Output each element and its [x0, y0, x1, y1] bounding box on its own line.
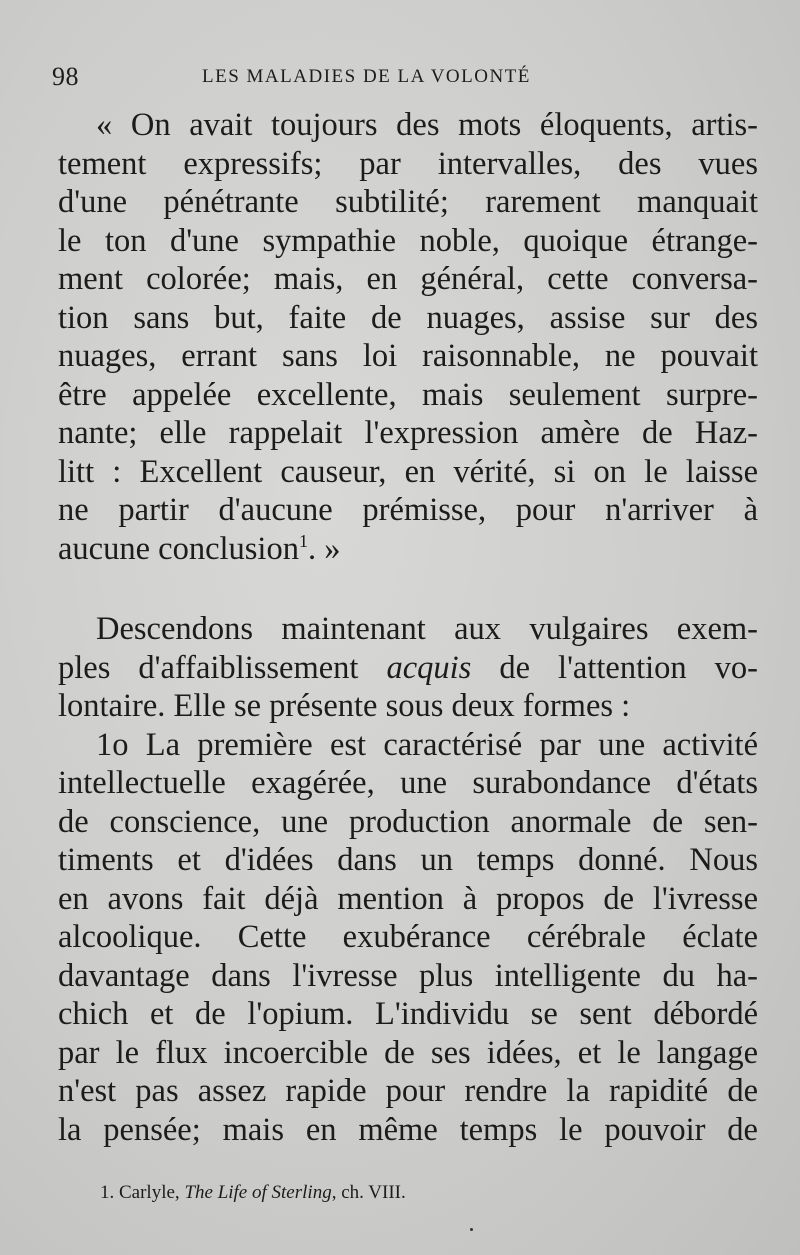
text-line: chich et de l'opium. L'individu se sent débordé [58, 996, 758, 1032]
text-line: davantage dans l'ivresse plus intelligente du ha- [58, 957, 758, 994]
text-line: être appelée excellente, mais seulement surpre- [58, 376, 758, 413]
text-line: « On avait toujours des mots éloquents, artis- [96, 107, 758, 143]
text-line: timents et d'idées dans un temps donné. Nous [58, 842, 758, 878]
text-line: alcoolique. Cette exubérance cérébrale éclate [58, 919, 758, 955]
footnote-title: The Life of Sterling [184, 1182, 332, 1203]
main-paragraph [58, 610, 758, 1149]
text-line: nuages, errant sans loi raisonnable, ne pouvait [58, 338, 758, 374]
text-line: lontaire. Elle se présente sous deux formes : [58, 688, 631, 724]
emphasized-word: acquis [386, 649, 472, 686]
footnote [100, 1182, 406, 1204]
text-line: ne partir d'aucune prémisse, pour n'arriver à [58, 492, 758, 528]
running-title: LES MALADIES DE LA VOLONTÉ [202, 66, 531, 87]
footnote-number: 1. [100, 1182, 115, 1203]
text-line [58, 649, 758, 688]
text-line: d'une pénétrante subtilité; rarement manquait [58, 184, 758, 220]
text-span: aucune conclusion [58, 530, 299, 567]
text-line: en avons fait déjà mention à propos de l'ivresse [58, 880, 758, 917]
footnote-chapter: , ch. VIII. [331, 1182, 406, 1203]
text-line: 1o La première est caractérisé par une activité [96, 726, 758, 763]
text-line-final [58, 530, 758, 569]
text-line: par le flux incoercible de ses idées, et le langage [58, 1034, 758, 1071]
quote-closing: . » [307, 530, 341, 567]
text-line: n'est pas assez rapide pour rendre la rapidité de [58, 1073, 758, 1109]
text-span: de l'attention vo- [471, 649, 758, 686]
page-header [52, 62, 760, 96]
text-span: ples d'affaiblissement [58, 649, 387, 686]
text-line: Descendons maintenant aux vulgaires exem- [96, 611, 758, 647]
text-line: intellectuelle exagérée, une surabondance d'états [58, 765, 758, 801]
text-line: le ton d'une sympathie noble, quoique étrange- [58, 222, 758, 259]
text-line: de conscience, une production anormale de sen- [58, 803, 758, 840]
text-line: litt : Excellent causeur, en vérité, si on le laisse [58, 453, 758, 490]
page-number: 98 [52, 62, 79, 91]
text-line: la pensée; mais en même temps le pouvoir de [58, 1111, 758, 1148]
footnote-reference: 1 [298, 530, 308, 551]
text-line: ment colorée; mais, en général, cette conversa- [58, 261, 758, 297]
quotation-block [58, 106, 758, 568]
footnote-author: Carlyle, [119, 1182, 180, 1203]
text-line: tement expressifs; par intervalles, des vues [58, 145, 758, 182]
print-speck [470, 1228, 473, 1231]
text-line: nante; elle rappelait l'expression amère de Haz- [58, 415, 758, 451]
text-line: tion sans but, faite de nuages, assise sur des [58, 299, 758, 336]
